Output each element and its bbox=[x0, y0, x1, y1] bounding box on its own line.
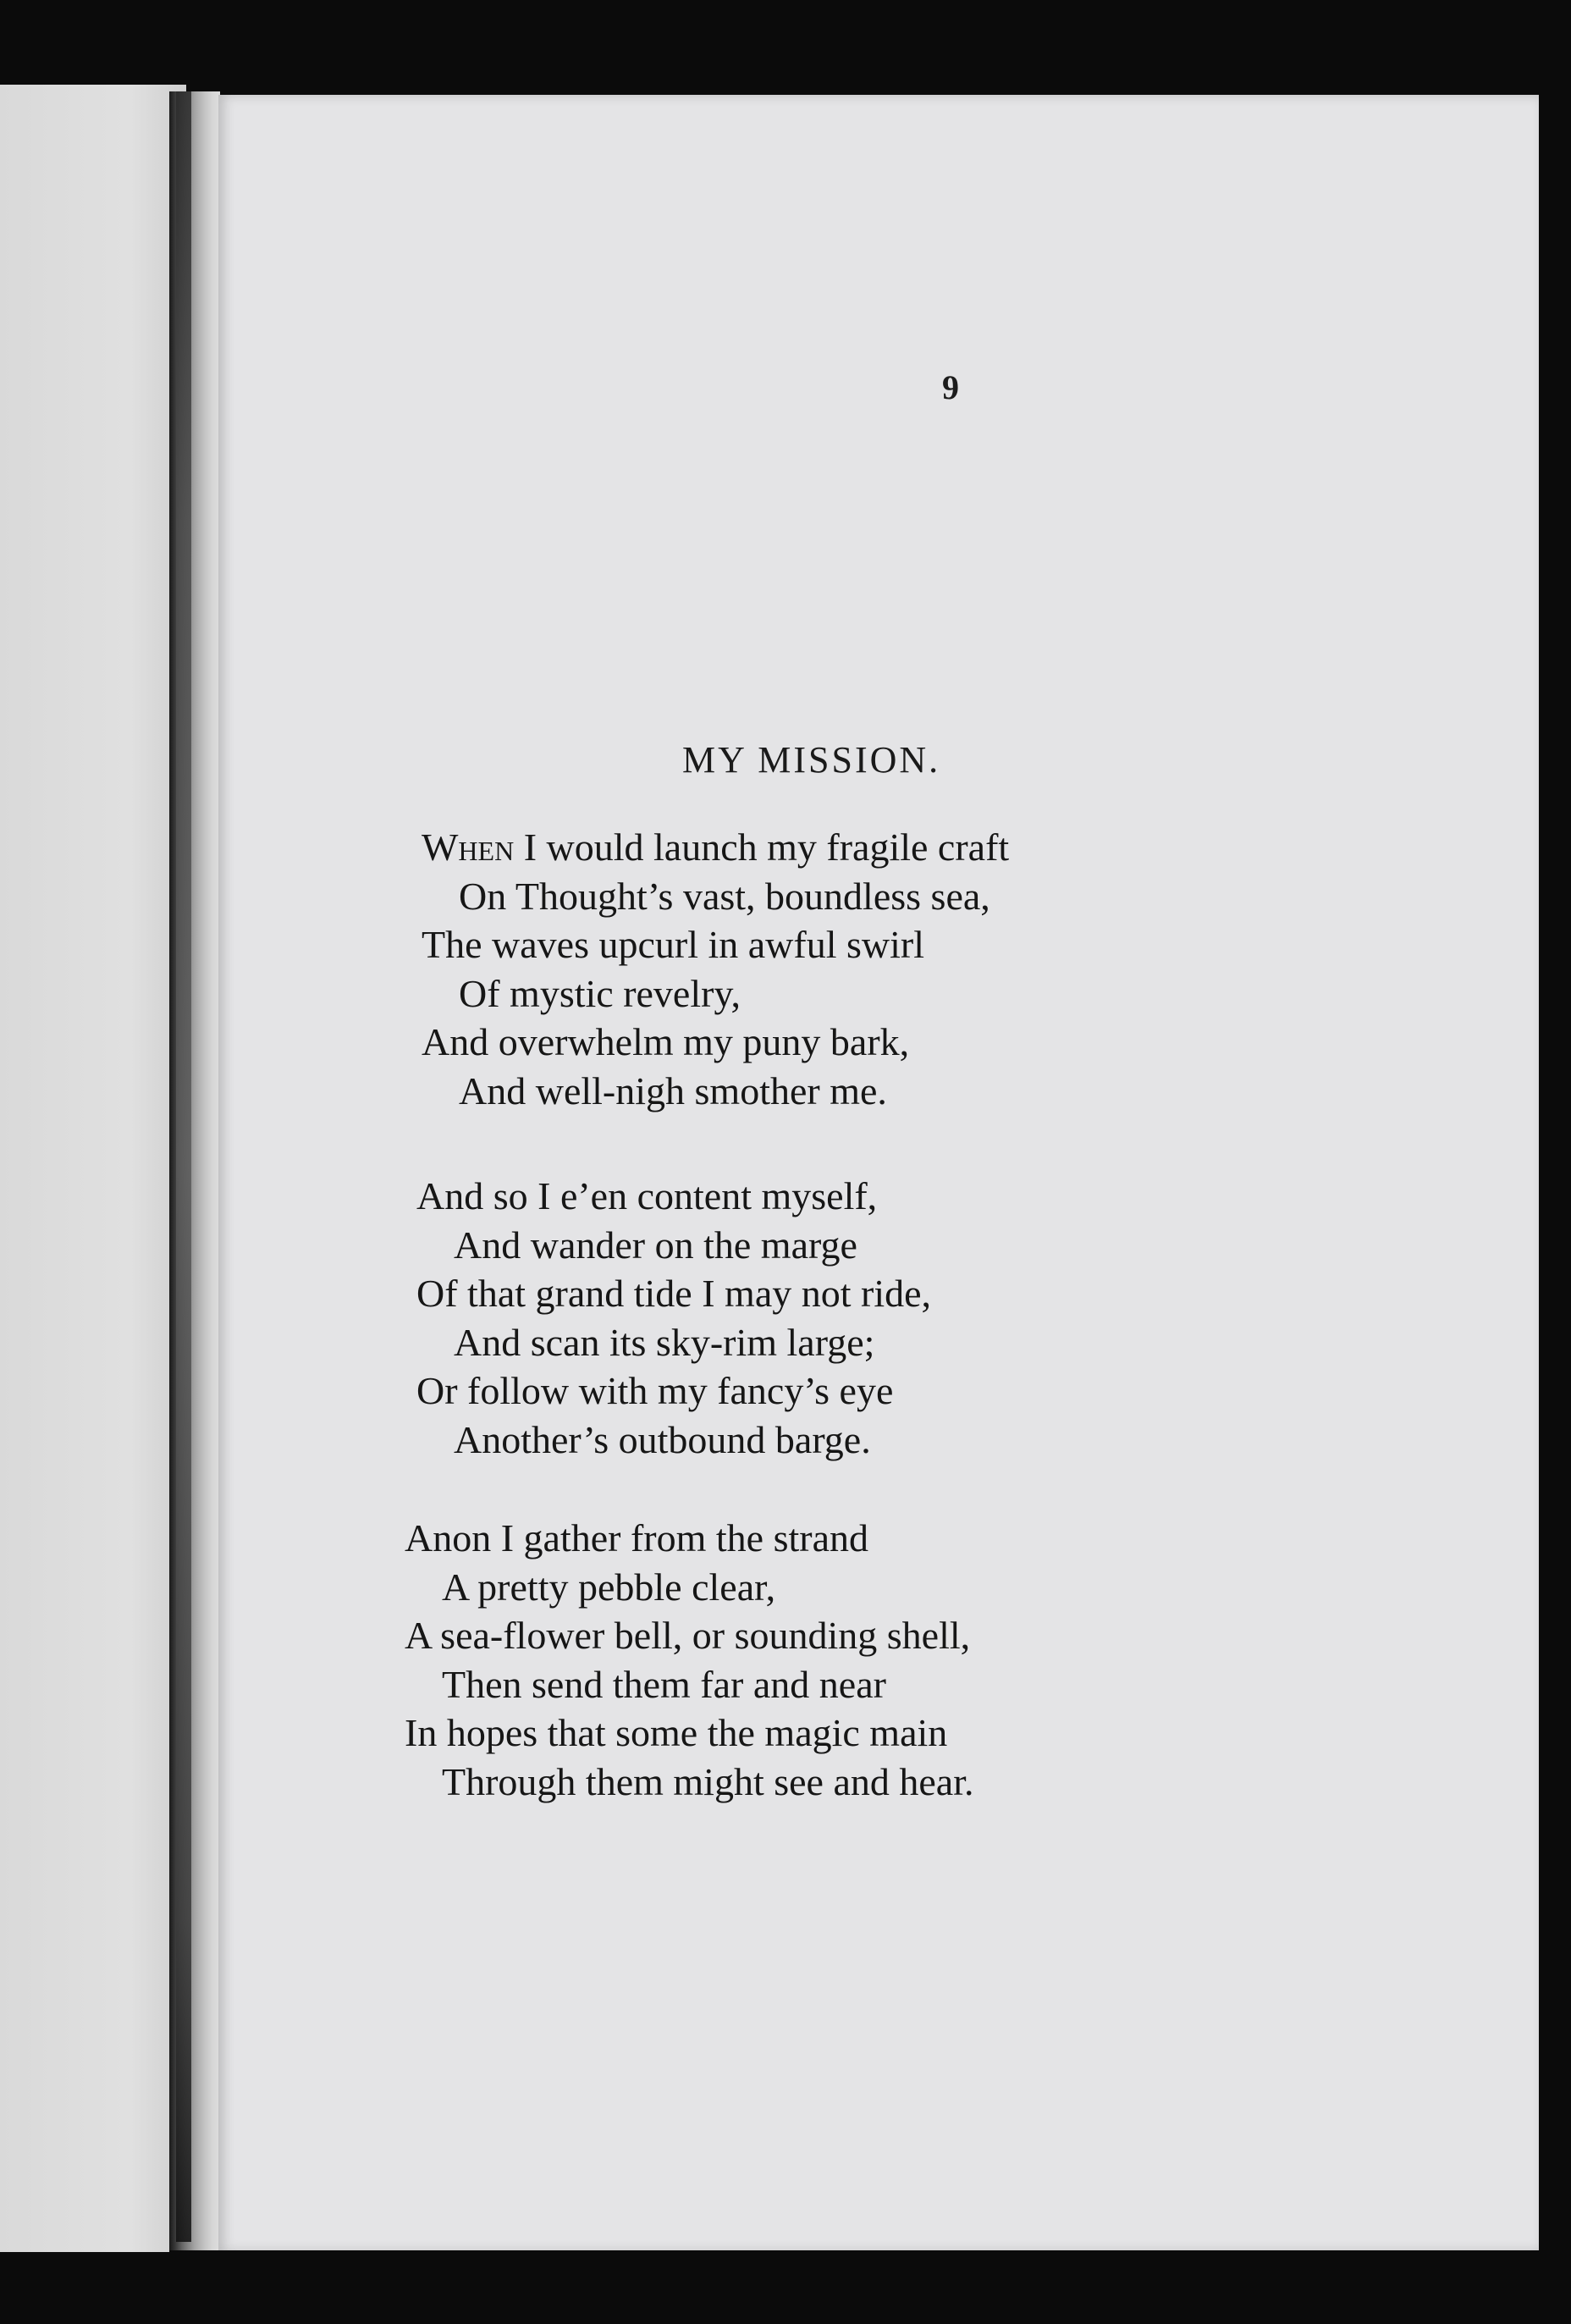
poem-line: A pretty pebble clear, bbox=[442, 1565, 776, 1609]
poem-line: Another’s outbound barge. bbox=[454, 1417, 871, 1461]
scan-border-bottom bbox=[169, 2250, 1571, 2324]
poem-line: The waves upcurl in awful swirl bbox=[422, 923, 925, 966]
poem-line: And well-nigh smother me. bbox=[459, 1068, 887, 1112]
stanza-1 bbox=[422, 823, 1268, 1115]
poem-line: In hopes that some the magic main bbox=[405, 1711, 948, 1754]
poem-line: Of mystic revelry, bbox=[459, 971, 741, 1015]
book-page bbox=[218, 95, 1539, 2252]
binding-shadow bbox=[176, 91, 191, 2242]
poem-line: Then send them far and near bbox=[442, 1662, 886, 1706]
page-number: 9 bbox=[942, 368, 959, 406]
stanza-2 bbox=[416, 1172, 1263, 1464]
poem-line: And wander on the marge bbox=[454, 1223, 857, 1267]
poem-line: Through them might see and hear. bbox=[442, 1759, 974, 1803]
stanza-3 bbox=[405, 1514, 1251, 1806]
previous-page-edge bbox=[0, 85, 186, 2252]
poem-line: Anon I gather from the strand bbox=[405, 1516, 869, 1559]
poem-title: MY MISSION. bbox=[682, 739, 941, 781]
poem-line: A sea-flower bell, or sounding shell, bbox=[405, 1614, 971, 1657]
poem-line: And so I e’en content myself, bbox=[416, 1174, 878, 1217]
opening-word: When bbox=[422, 825, 515, 869]
poem-line: On Thought’s vast, boundless sea, bbox=[459, 874, 990, 918]
poem-line: Or follow with my fancy’s eye bbox=[416, 1369, 894, 1412]
poem-line: Of that grand tide I may not ride, bbox=[416, 1272, 932, 1315]
poem-line: And scan its sky-rim large; bbox=[454, 1320, 875, 1364]
poem-line: When I would launch my fragile craft bbox=[422, 825, 1010, 869]
poem-line: And overwhelm my puny bark, bbox=[422, 1020, 910, 1063]
